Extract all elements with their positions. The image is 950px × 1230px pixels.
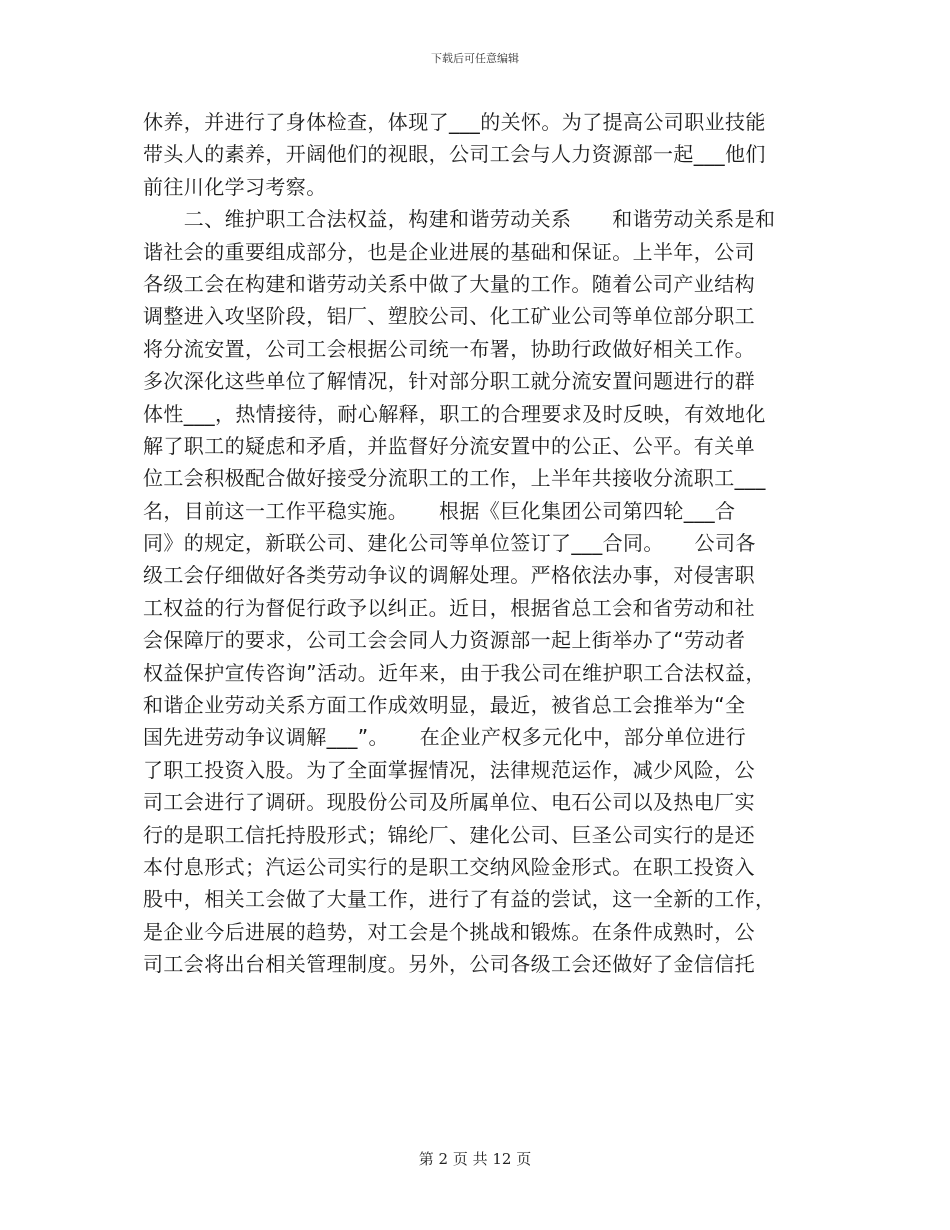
text-line: 级工会仔细做好各类劳动争议的调解处理。严格依法办事，对侵害职 xyxy=(143,563,755,588)
text-line: 是企业今后进展的趋势，对工会是个挑战和锻炼。在条件成熟时，公 xyxy=(143,919,755,944)
text-line: 司工会进行了调研。现股份公司及所属单位、电石公司以及热电厂实 xyxy=(143,790,755,815)
text-line: 股中，相关工会做了大量工作，进行了有益的尝试，这一全新的工作， xyxy=(143,887,776,912)
body-text xyxy=(143,106,803,981)
page-header: 下载后可任意编辑 xyxy=(431,52,519,65)
text-line: 了职工投资入股。为了全面掌握情况，法律规范运作，减少风险，公 xyxy=(143,757,755,782)
text-line: 谐社会的重要组成部分，也是企业进展的基础和保证。上半年，公司 xyxy=(143,239,755,264)
text-line: 同》的规定，新联公司、建化公司等单位签订了___合同。 公司各 xyxy=(143,531,756,556)
text-line: 名，目前这一工作平稳实施。 根据《巨化集团公司第四轮___合 xyxy=(143,498,736,523)
text-line: 二、维护职工合法权益，构建和谐劳动关系 和谐劳动关系是和 xyxy=(143,207,776,232)
text-line: 司工会将出台相关管理制度。另外，公司各级工会还做好了金信信托 xyxy=(143,952,755,977)
text-line: 国先进劳动争议调解___”。 在企业产权多元化中，部分单位进行 xyxy=(143,725,747,750)
text-line: 将分流安置，公司工会根据公司统一布署，协助行政做好相关工作。 xyxy=(143,336,755,361)
text-line: 本付息形式；汽运公司实行的是职工交纳风险金形式。在职工投资入 xyxy=(143,854,755,879)
page-number: 第 2 页 共 12 页 xyxy=(418,1150,532,1168)
text-line: 位工会积极配合做好接受分流职工的工作，上半年共接收分流职工___ xyxy=(143,466,766,491)
text-line: 多次深化这些单位了解情况，针对部分职工就分流安置问题进行的群 xyxy=(143,369,755,394)
text-line: 工权益的行为督促行政予以纠正。近日，根据省总工会和省劳动和社 xyxy=(143,595,755,620)
text-line: 和谐企业劳动关系方面工作成效明显，最近，被省总工会推举为“全 xyxy=(143,693,746,718)
text-line: 调整进入攻坚阶段，铝厂、塑胶公司、化工矿业公司等单位部分职工 xyxy=(143,304,755,329)
text-line: 带头人的素养，开阔他们的视眼，公司工会与人力资源部一起___他们 xyxy=(143,142,766,167)
text-line: 会保障厅的要求，公司工会会同人力资源部一起上街举办了“劳动者 xyxy=(143,628,746,653)
text-line: 各级工会在构建和谐劳动关系中做了大量的工作。随着公司产业结构 xyxy=(143,271,755,296)
text-line: 解了职工的疑虑和矛盾，并监督好分流安置中的公正、公平。有关单 xyxy=(143,433,755,458)
text-line: 权益保护宣传咨询”活动。近年来，由于我公司在维护职工合法权益， xyxy=(143,660,766,685)
text-line: 前往川化学习考察。 xyxy=(143,174,327,199)
text-line: 休养，并进行了身体检查，体现了___的关怀。为了提高公司职业技能 xyxy=(143,110,766,134)
text-line: 体性___，热情接待，耐心解释，职工的合理要求及时反映，有效地化 xyxy=(143,401,766,426)
text-line: 行的是职工信托持股形式；锦纶厂、建化公司、巨圣公司实行的是还 xyxy=(143,822,755,847)
